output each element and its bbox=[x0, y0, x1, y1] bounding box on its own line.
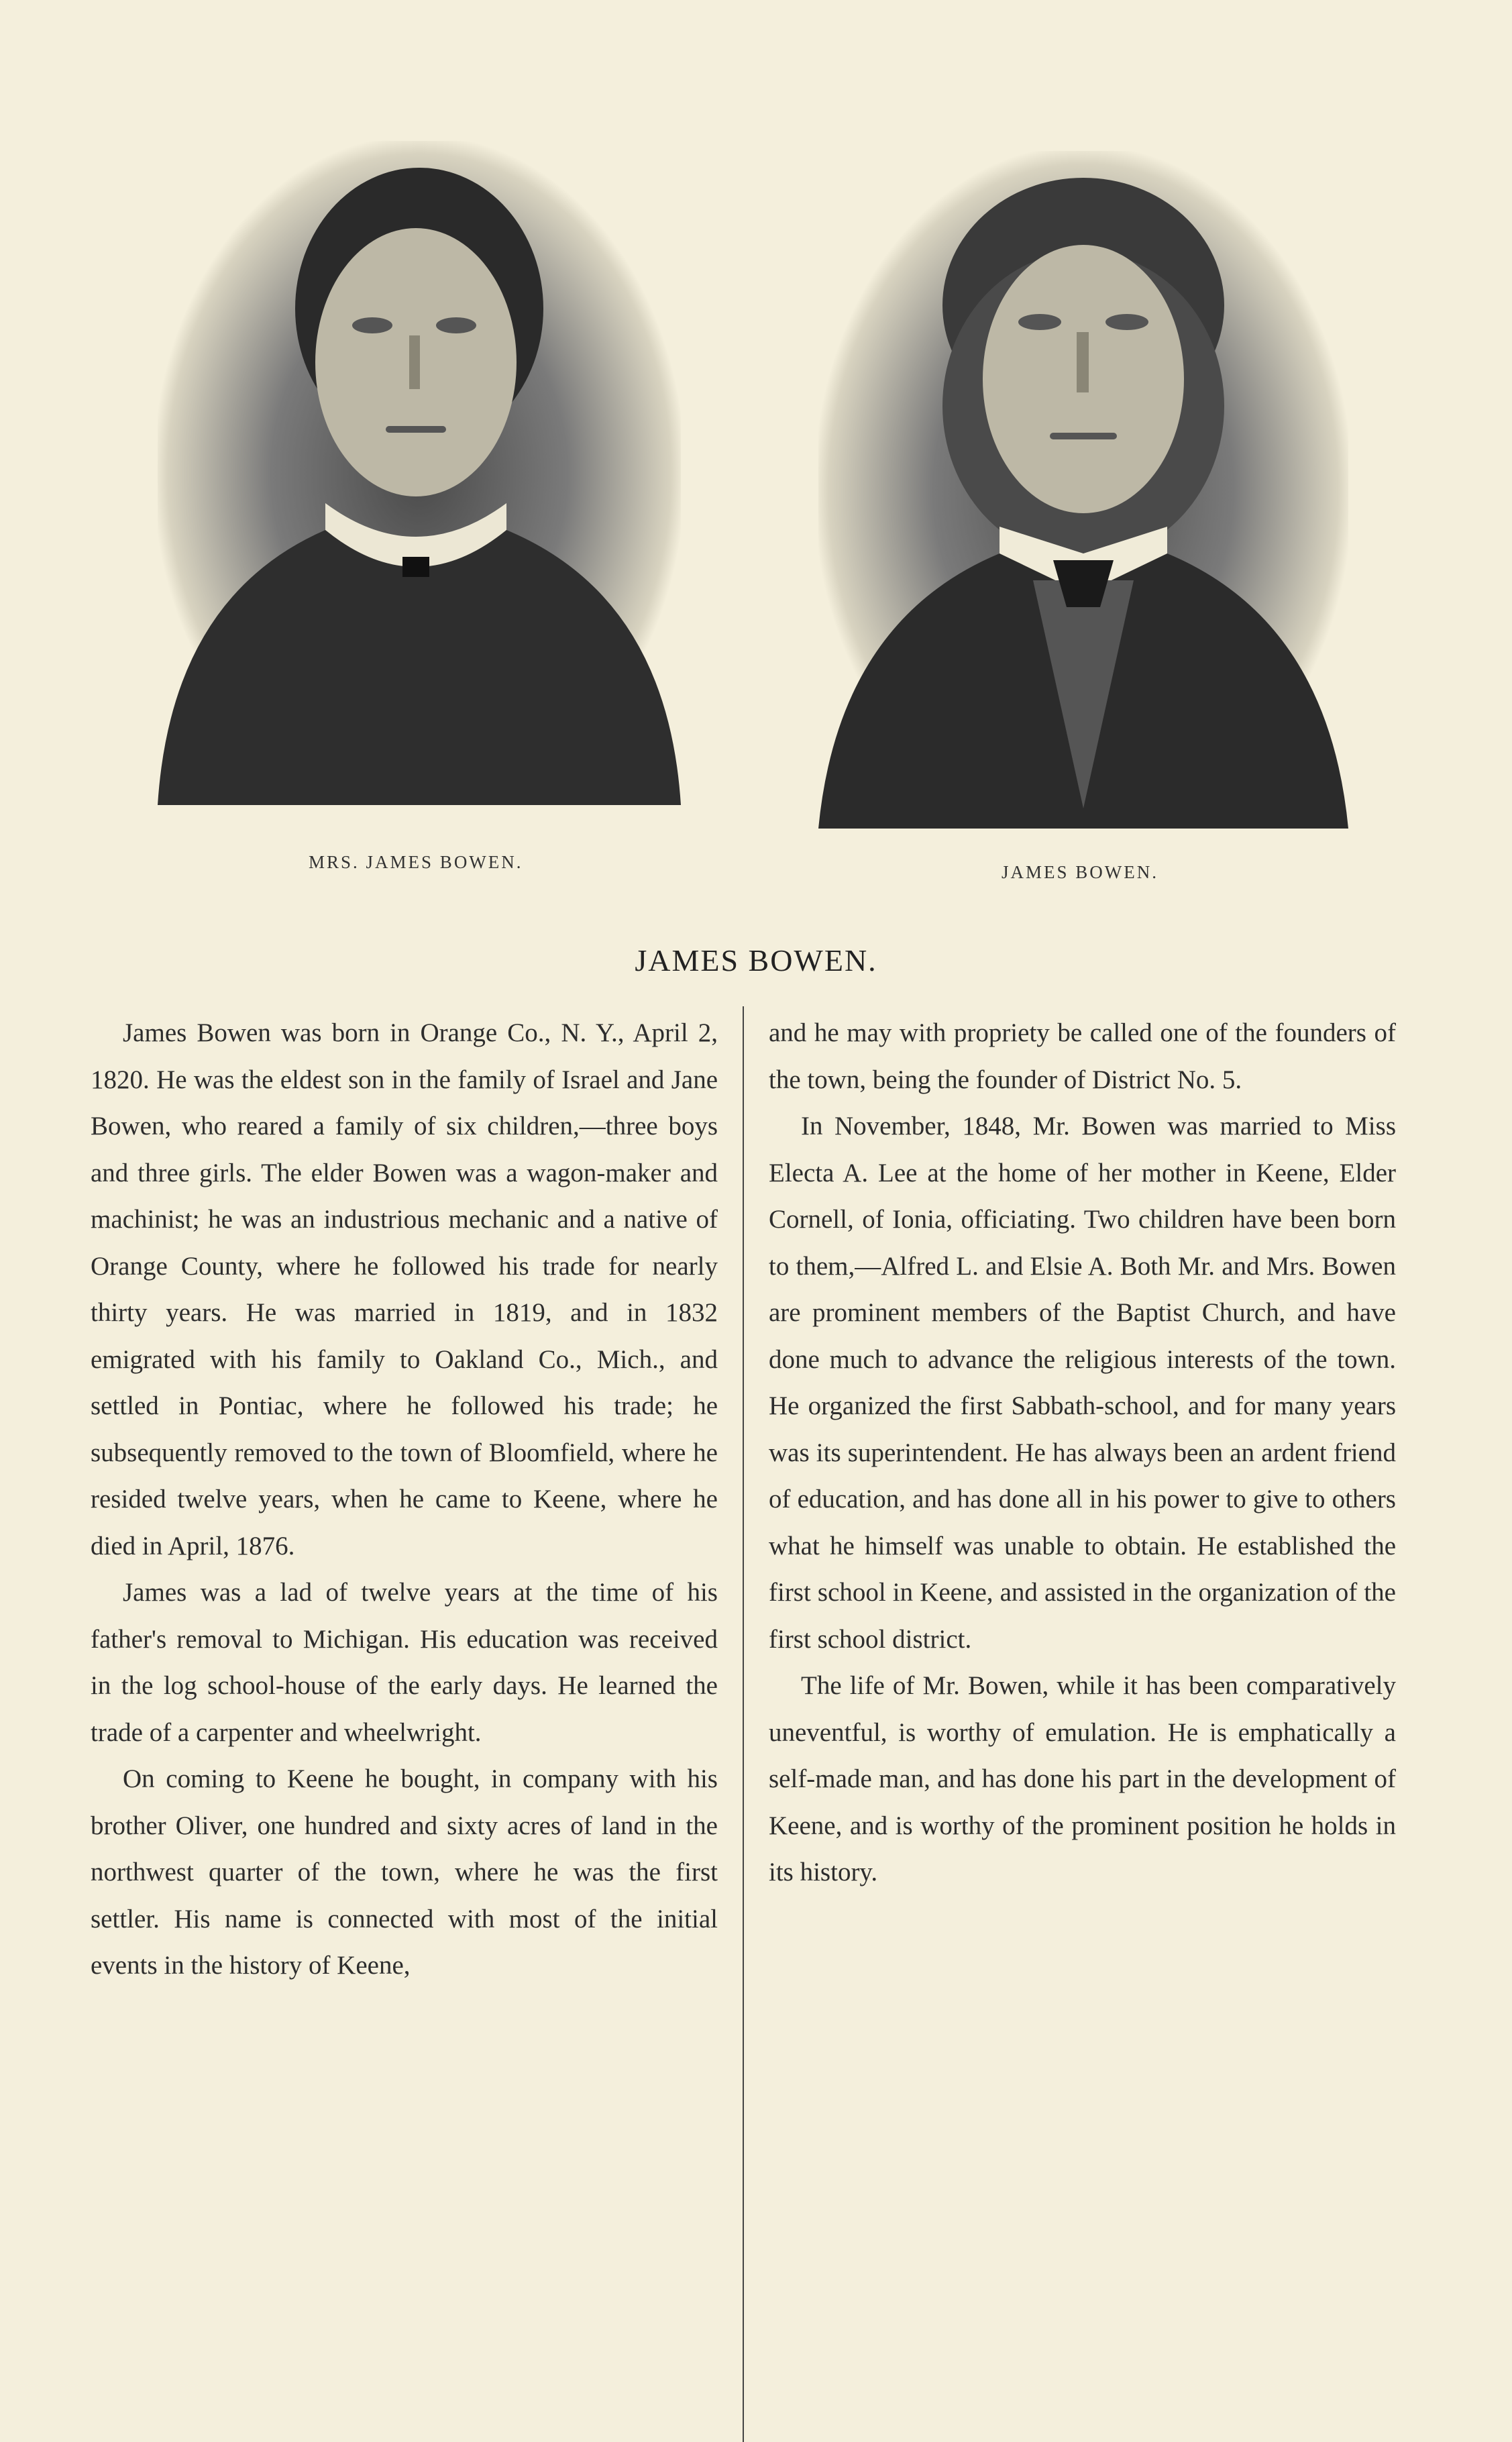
portrait-caption-right: JAMES BOWEN. bbox=[1002, 862, 1159, 882]
text-column-left bbox=[91, 1010, 718, 1989]
paragraph: James Bowen was born in Orange Co., N. Y., April 2, 1820. He was the eldest son in the family of Israel and Jane Bowen, who reared a family of six children,—three boys and three girls. The elder Bowen was a wagon-maker and machinist; he was an industrious mechanic and a native of Orange County, where he followed his trade for nearly thirty years. He was married in 1819, and in 1832 emigrated with his family to Oakland Co., Mich., and settled in Pontiac, where he followed his trade; he subsequently removed to the town of Bloomfield, where he resided twelve years, when he came to Keene, where he died in April, 1876. bbox=[91, 1018, 718, 1560]
portrait-mrs-james-bowen bbox=[158, 141, 681, 805]
text-column-right bbox=[769, 1010, 1396, 1896]
paragraph: In November, 1848, Mr. Bowen was married to Miss Electa A. Lee at the home of her mother in Keene, Elder Cornell, of Ionia, officiating. Two children have been born to them,—Alfred L. and Elsie A. Both Mr. and Mrs. Bowen are prominent members of the Baptist Church, and have done much to advance the religious interests of the town. He organized the first Sabbath-school, and for many years was its superintendent. He has always been an ardent friend of education, and has done all in his power to give to others what he himself was unable to obtain. He established the first school in Keene, and assisted in the organization of the first school district. bbox=[769, 1112, 1396, 1654]
paragraph: The life of Mr. Bowen, while it has been comparatively uneventful, is worthy of emulation. He is emphatically a self-made man, and has done his part in the development of Keene, and is worthy of the prominent position he holds in its history. bbox=[769, 1671, 1396, 1887]
paragraph: and he may with propriety be called one of the founders of the town, being the founder of District No. 5. bbox=[769, 1018, 1396, 1094]
paragraph: On coming to Keene he bought, in company with his brother Oliver, one hundred and sixty acres of land in the northwest quarter of the town, where he was the first settler. His name is connected with most of the initial events in the history of Keene, bbox=[91, 1764, 718, 1980]
portrait-james-bowen bbox=[818, 151, 1348, 829]
article-title: JAMES BOWEN. bbox=[635, 943, 877, 977]
portrait-caption-left: MRS. JAMES BOWEN. bbox=[309, 852, 523, 872]
column-divider bbox=[743, 1006, 744, 2442]
paragraph: James was a lad of twelve years at the time of his father's removal to Michigan. His education was received in the log school-house of the early days. He learned the trade of a carpenter and wheelwright. bbox=[91, 1578, 718, 1747]
